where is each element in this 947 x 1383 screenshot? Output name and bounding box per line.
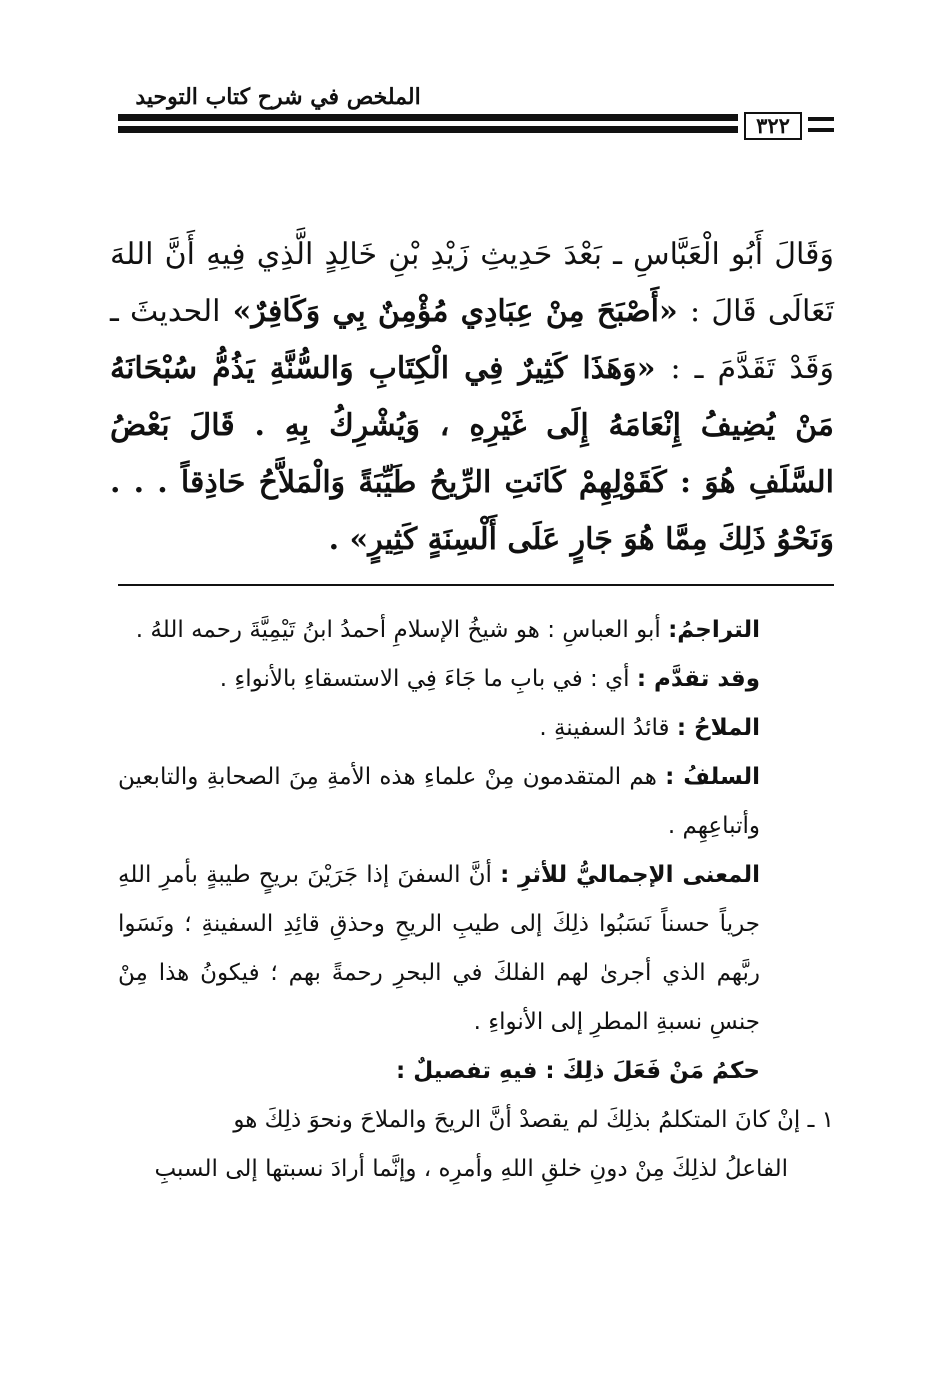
main-quote: «وَهَذَا كَثِيرٌ فِي الْكِتَابِ وَالسُّنَّةِ يَذُمُّ سُبْحَانَهُ مَنْ يُضِيفُ إِنْعَامَهُ إِلَى غَيْرِهِ ، وَيُشْرِكُ بِهِ . قَالَ بَعْضُ السَّلَفِ هُوَ : كَقَوْلِهِمْ كَانَتِ الرِّيحُ طَيِّبَةً وَالْمَلاَّحُ حَاذِقاً . . . وَنَحْوُ ذَلِكَ مِمَّا هُوَ جَارٍ عَلَى أَلْسِنَةٍ كَثِيرٍ» . <box>110 351 834 557</box>
header-rule-top <box>118 114 738 121</box>
commentary-term: التراجمُ: <box>668 617 760 643</box>
commentary-paragraph <box>118 1047 834 1096</box>
item-text-first: إنْ كانَ المتكلمُ بذلِكَ لم يقصدْ أنَّ الريحَ والملاحَ ونحوَ ذلِكَ هو <box>233 1107 808 1133</box>
main-intro: وَقَالَ أَبُو الْعَبَّاسِ ـ بَعْدَ حَدِيثِ زَيْدِ بْنِ خَالِدٍ الَّذِي فِيهِ أَنَّ اللهَ تَعَالَى قَالَ : <box>110 237 834 329</box>
item-text-rest: الفاعلُ لذلِكَ مِنْ دونِ خلقِ اللهِ وأمرِه ، وإنَّما أرادَ نسبتها إلى السببِ <box>154 1156 788 1182</box>
footnote-separator <box>118 584 834 586</box>
commentary-term: المعنى الإجماليُّ للأثرِ : <box>500 862 760 888</box>
commentary-text: أي : في بابِ ما جَاءَ فِي الاستسقاءِ بالأنواءِ . <box>219 666 637 692</box>
commentary-term: السلفُ : <box>665 764 760 790</box>
commentary-text: هم المتقدمون مِنْ علماءِ هذه الأمةِ مِنَ الصحابةِ والتابعين وأتباعِهِم . <box>118 764 760 839</box>
commentary-paragraph <box>118 753 834 851</box>
commentary-text: أبو العباسِ : هو شيخُ الإسلامِ أحمدُ ابنُ تَيْمِيَّةَ رحمه اللهُ . <box>135 617 669 643</box>
commentary-text: أنَّ السفنَ إذا جَرَيْنَ بريحٍ طيبةٍ بأمرِ اللهِ جرياً حسناً نَسَبُوا ذلِكَ إلى طيبِ الريحِ وحذقِ قائِدِ السفينةِ ؛ ونَسَوا ربَّهم الذي أجرىٰ لهم الفلكَ في البحرِ رحمةً بهم ؛ فيكونُ هذا مِنْ جنسِ نسبةِ المطرِ إلى الأنواءِ . <box>118 862 760 1035</box>
commentary-paragraph <box>118 704 834 753</box>
commentary <box>118 606 834 1194</box>
commentary-paragraph <box>118 655 834 704</box>
page-number: ٣٢٢ <box>744 112 802 140</box>
commentary-term: وقد تقدَّم : <box>636 666 760 692</box>
item-number: ١ ـ <box>807 1107 834 1133</box>
commentary-paragraph <box>118 606 834 655</box>
header-rule-right-bottom <box>808 128 834 132</box>
running-title: الملخص في شرح كتاب التوحيد <box>135 84 421 110</box>
numbered-item <box>118 1096 834 1194</box>
commentary-paragraph <box>118 851 834 1047</box>
header-rule-right-top <box>808 117 834 121</box>
commentary-term: الملاحُ : <box>676 715 760 741</box>
main-after-hadith: الحديثَ ـ وَقَدْ تَقَدَّمَ ـ : <box>110 294 834 386</box>
header-rule-bottom <box>118 126 738 133</box>
main-text <box>110 226 834 568</box>
commentary-term: حكمُ مَنْ فَعَلَ ذلِكَ : فيهِ تفصيلٌ : <box>396 1058 760 1084</box>
commentary-text: قائدُ السفينةِ . <box>539 715 677 741</box>
main-hadith: «أَصْبَحَ مِنْ عِبَادِي مُؤْمِنٌ بِي وَكَافِرٌ» <box>232 294 678 329</box>
